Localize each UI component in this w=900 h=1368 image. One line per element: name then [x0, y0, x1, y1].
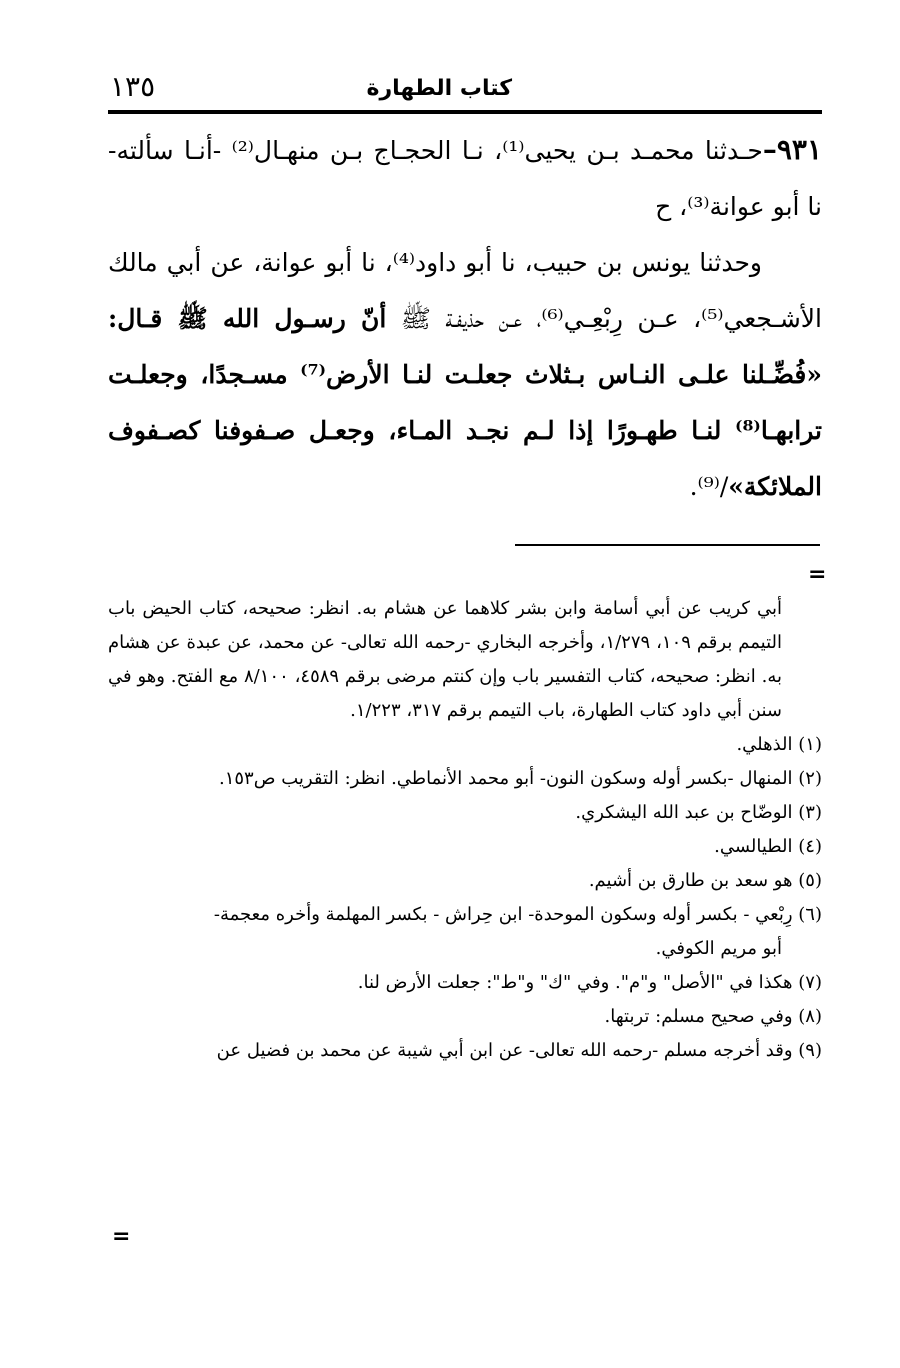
continuation-mark-top: =: [808, 562, 827, 587]
header-rule: [108, 110, 822, 114]
hadith-number: ٩٣١–: [762, 133, 822, 166]
page-number: ١٣٥: [110, 70, 156, 103]
footnote-5: (٥) هو سعد بن طارق بن أشيم.: [588, 870, 822, 891]
chapter-title: كتاب الطهارة: [366, 76, 512, 101]
footnote-4: (٤) الطيالسي.: [714, 836, 822, 857]
footnote-6-continued: أبو مريم الكوفي.: [655, 938, 782, 959]
footnote-intro: أبي كريب عن أبي أسامة وابن بشر كلاهما عن هشام به. انظر: صحيحه، كتاب الحيض باب التيمم برقم ١٠٩، ١/٢٧٩، وأخرجه البخاري -رحمه الله تعالى- عن محمد، عن عبدة عن هشام به. انظر: صحيحه، كتاب التفسير باب وإن كنتم مرضى برقم ٤٥٨٩، ٨/١٠٠ مع الفتح. وهو في سنن أبي داود كتاب الطهارة، باب التيمم برقم ٣١٧، ١/٢٢٣.: [108, 598, 783, 721]
page-header: [108, 70, 822, 110]
footnote-9: (٩) وقد أخرجه مسلم -رحمه الله تعالى- عن ابن أبي شيبة عن محمد بن فضيل عن: [216, 1040, 822, 1061]
hadith-chain-2: [108, 235, 822, 515]
paragraph-1-text: حـدثنا محمـد بـن يحيى⁽¹⁾، نـا الحجـاج بـن منهـال⁽²⁾ -أنـا سألته- نا أبو عوانة⁽³⁾، ح: [108, 136, 822, 221]
continuation-mark-bottom: =: [112, 1224, 131, 1249]
footnote-2: (٢) المنهال -بكسر أوله وسكون النون- أبو محمد الأنماطي. انظر: التقريب ص١٥٣.: [218, 768, 822, 789]
footnote-1: (١) الذهلي.: [736, 734, 822, 755]
footnote-3: (٣) الوضّاح بن عبد الله اليشكري.: [575, 802, 822, 823]
footnote-7: (٧) هكذا في "الأصل" و"م". وفي "ك" و"ط": جعلت الأرض لنا.: [357, 972, 822, 993]
hadith-end: /⁽⁹⁾.: [689, 472, 729, 501]
footnotes: [108, 592, 822, 1068]
footnote-separator: [515, 544, 820, 546]
footnote-8: (٨) وفي صحيح مسلم: تربتها.: [604, 1006, 822, 1027]
hadith-matn: «فُضِّـلنا علـى النـاس بـثلاث جعلـت لنـا الأرض⁽⁷⁾ مسـجدًا، وجعلـت ترابهـا⁽⁸⁾ لنـا طهـورًا إذا لـم نجـد المـاء، وجعـل صـفوفنا كصـفوف الملائكة»: [108, 360, 822, 501]
footnote-6: (٦) رِبْعي - بكسر أوله وسكون الموحدة- ابن حِراش - بكسر المهلمة وأخره معجمة-: [213, 904, 822, 925]
paragraph-2-bold: أنّ رسـول الله ﷺ قـال:: [108, 304, 387, 333]
hadith-chain-1: [108, 122, 822, 235]
paragraph-2-text: وحدثنا يونس بن حبيب، نا أبو داود⁽⁴⁾، نا أبو عوانة، عن أبي مالك الأشـجعي⁽⁵⁾، عـن رِبْعِـي⁽⁶⁾، عـن حذيفـة ﷺ: [108, 248, 822, 333]
main-text: [108, 122, 822, 515]
